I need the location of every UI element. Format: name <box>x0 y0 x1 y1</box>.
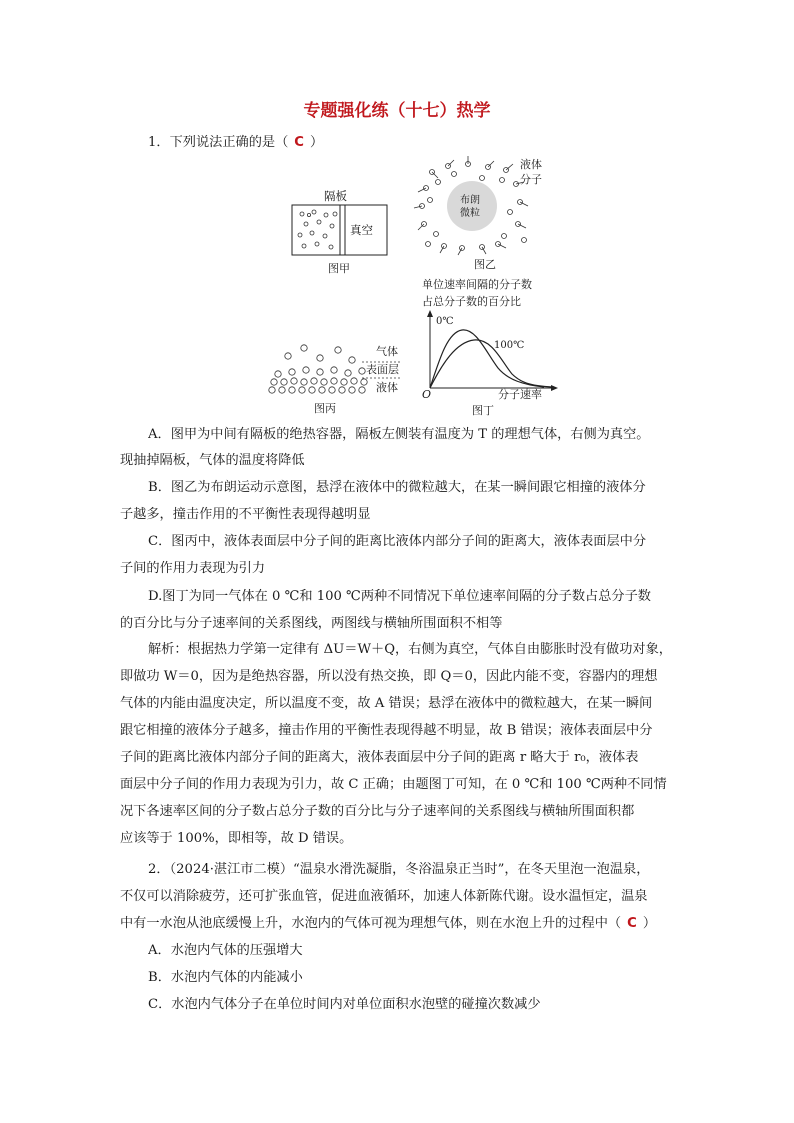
figure-bing <box>269 344 402 415</box>
q1-analysis-line-5: 子间的距离比液体内部分子间的距离大，液体表面层中分子间的距离 r 略大于 r₀，液体表 <box>120 750 639 765</box>
yi-particle-label-1: 布朗 <box>460 195 480 206</box>
ding-ylabel-1: 单位速率间隔的分子数 <box>422 278 532 291</box>
q2-option-b: B．水泡内气体的内能减小 <box>148 970 303 985</box>
q2-stem-line-3-text: 中有一水泡从池底缓慢上升，水泡内的气体可视为理想气体，则在水泡上升的过程中（ <box>120 916 622 931</box>
ding-caption: 图丁 <box>472 404 494 417</box>
figure-yi <box>414 156 542 271</box>
ding-x-arrow <box>551 385 558 391</box>
q1-analysis-line-1: 解析：根据热力学第一定律有 ΔU＝W＋Q，右侧为真空，气体自由膨胀时没有做功对象， <box>148 642 672 657</box>
page-title: 专题强化练（十七）热学 <box>303 101 491 121</box>
q2-stem-line-2: 不仅可以消除疲劳，还可扩张血管，促进血液循环，加速人体新陈代谢。设水温恒定，温泉 <box>120 889 648 904</box>
q1-option-b-line-2: 子越多，撞击作用的不平衡性表现得越明显 <box>120 507 371 522</box>
q1-figures <box>262 152 572 422</box>
bing-molecules <box>269 345 367 393</box>
ding-curve-high-label: 100℃ <box>494 340 525 351</box>
q1-option-a-line-2: 现抽掉隔板，气体的温度将降低 <box>120 453 305 468</box>
q1-stem-close: ） <box>309 135 324 150</box>
figure-ding <box>422 277 558 417</box>
q1-analysis-line-6: 面层中分子间的作用力表现为引力，故 C 正确；由题图丁可知，在 0 ℃和 100 ℃两种不同情 <box>120 777 667 792</box>
q1-option-a-line-1: A．图甲为中间有隔板的绝热容器，隔板左侧装有温度为 T 的理想气体，右侧为真空。 <box>148 427 650 442</box>
q1-analysis-line-2: 即做功 W＝0，因为是绝热容器，所以没有热交换，即 Q＝0，因此内能不变，容器内的理想 <box>120 669 658 684</box>
bing-gas-label: 气体 <box>376 345 398 358</box>
q1-option-b-line-1: B．图乙为布朗运动示意图，悬浮在液体中的微粒越大，在某一瞬间跟它相撞的液体分 <box>148 480 646 495</box>
figure-jia <box>292 189 387 275</box>
q1-stem <box>148 133 708 153</box>
q1-option-d-line-2: 的百分比与分子速率间的关系图线，两图线与横轴所围面积不相等 <box>120 616 503 631</box>
q2-stem-close: ） <box>642 916 656 931</box>
q2-option-a: A．水泡内气体的压强增大 <box>148 943 303 958</box>
q1-option-c-line-1: C．图丙中，液体表面层中分子间的距离比液体内部分子间的距离大，液体表面层中分 <box>148 534 647 549</box>
yi-liquid-label-2: 分子 <box>520 173 542 186</box>
ding-origin-label: O <box>422 388 432 401</box>
yi-particle-label-2: 微粒 <box>460 208 480 219</box>
ding-xlabel: 分子速率 <box>498 388 542 401</box>
jia-caption: 图甲 <box>328 262 350 275</box>
bing-surface-label: 表面层 <box>366 363 399 376</box>
jia-vacuum-label: 真空 <box>350 223 373 237</box>
q2-answer: C <box>627 916 637 931</box>
ding-curve-low-label: 0℃ <box>436 316 454 327</box>
ding-curve-100c <box>430 340 552 388</box>
q1-answer: C <box>294 135 304 150</box>
q1-analysis-line-8: 应该等于 100%，即相等，故 D 错误。 <box>120 831 353 846</box>
ding-y-arrow <box>427 310 433 317</box>
q1-analysis-line-4: 跟它相撞的液体分子越多，撞击作用的平衡性表现得越不明显，故 B 错误；液体表面层中分 <box>120 723 653 738</box>
q2-option-c: C．水泡内气体分子在单位时间内对单位面积水泡壁的碰撞次数减少 <box>148 997 541 1012</box>
jia-partition-label: 隔板 <box>324 189 347 203</box>
q1-option-c-line-2: 子间的作用力表现为引力 <box>120 561 266 576</box>
yi-brownian-particle <box>447 181 497 231</box>
bing-caption: 图丙 <box>314 402 336 415</box>
q1-stem-text: 1．下列说法正确的是（ <box>148 135 289 150</box>
q1-option-d-line-1: D.图丁为同一气体在 0 ℃和 100 ℃两种不同情况下单位速率间隔的分子数占总分子数 <box>148 589 651 604</box>
yi-caption: 图乙 <box>474 258 496 271</box>
ding-ylabel-2: 占总分子数的百分比 <box>422 295 521 308</box>
yi-liquid-label-1: 液体 <box>520 158 542 171</box>
q1-analysis-line-3: 气体的内能由温度决定，所以温度不变，故 A 错误；悬浮在液体中的微粒越大，在某一瞬间 <box>120 696 653 711</box>
q2-stem-line-3 <box>120 914 680 934</box>
q2-stem-line-1: 2．（2024·湛江市二模）“温泉水滑洗凝脂，冬浴温泉正当时”，在冬天里泡一泡温泉， <box>148 862 650 877</box>
bing-liquid-label: 液体 <box>376 381 398 394</box>
jia-gas-molecules <box>298 210 337 249</box>
q1-analysis-line-7: 况下各速率区间的分子数占总分子数的百分比与分子速率间的关系图线与横轴所围面积都 <box>120 804 635 819</box>
jia-partition <box>340 205 345 255</box>
